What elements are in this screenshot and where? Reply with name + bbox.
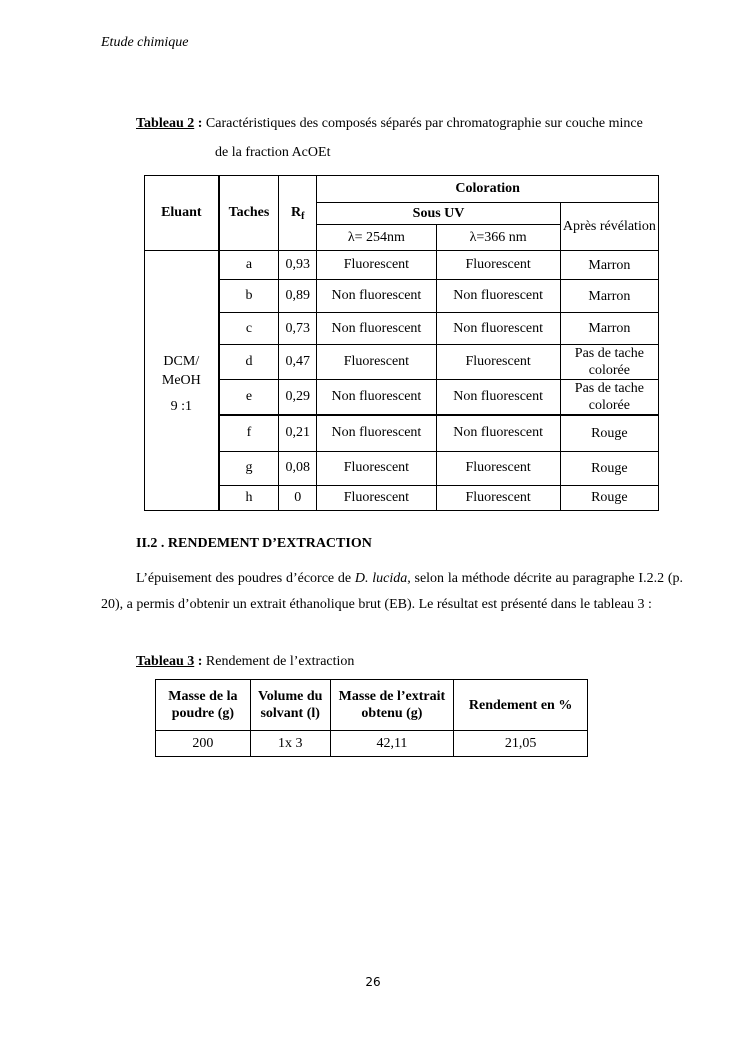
cell-uv254: Fluorescent <box>317 345 436 380</box>
header-uv254: λ= 254nm <box>317 225 436 251</box>
t3-cell-rendement: 21,05 <box>454 731 588 757</box>
table-row <box>145 251 659 280</box>
cell-tache: d <box>219 345 279 380</box>
cell-rf: 0,89 <box>279 280 317 313</box>
header-sous-uv: Sous UV <box>317 203 560 225</box>
cell-apres: Rouge <box>560 485 658 510</box>
header-uv366: λ=366 nm <box>436 225 560 251</box>
running-header: Etude chimique <box>101 35 189 50</box>
table-row <box>145 415 659 451</box>
cell-rf: 0,08 <box>279 451 317 485</box>
t3-header-masse-extrait: Masse de l’extrait obtenu (g) <box>330 680 454 731</box>
table-row <box>145 485 659 510</box>
cell-uv254: Fluorescent <box>317 251 436 280</box>
table-row <box>145 451 659 485</box>
t3-cell-masse-poudre: 200 <box>156 731 251 757</box>
cell-apres: Marron <box>560 313 658 345</box>
table-row <box>145 280 659 313</box>
eluant-cell <box>145 251 219 511</box>
cell-uv254: Non fluorescent <box>317 380 436 416</box>
t3-header-masse-poudre: Masse de la poudre (g) <box>156 680 251 731</box>
header-taches: Taches <box>219 176 279 251</box>
cell-rf: 0,93 <box>279 251 317 280</box>
table3-caption-label: Tableau 3 <box>136 654 195 669</box>
cell-uv366: Fluorescent <box>436 345 560 380</box>
cell-tache: a <box>219 251 279 280</box>
cell-uv366: Non fluorescent <box>436 280 560 313</box>
table3-caption <box>136 654 354 670</box>
cell-apres: Pas de tache colorée <box>560 380 658 416</box>
cell-uv254: Fluorescent <box>317 451 436 485</box>
t3-header-rendement: Rendement en % <box>454 680 588 731</box>
cell-apres: Pas de tache colorée <box>560 345 658 380</box>
table-row <box>145 313 659 345</box>
cell-rf: 0,21 <box>279 415 317 451</box>
cell-uv366: Non fluorescent <box>436 380 560 416</box>
cell-rf: 0,29 <box>279 380 317 416</box>
cell-tache: b <box>219 280 279 313</box>
cell-uv366: Non fluorescent <box>436 415 560 451</box>
cell-rf: 0 <box>279 485 317 510</box>
cell-uv366: Fluorescent <box>436 485 560 510</box>
table-row <box>145 380 659 416</box>
header-rf-text: R <box>291 204 302 220</box>
cell-tache: h <box>219 485 279 510</box>
cell-uv366: Non fluorescent <box>436 313 560 345</box>
cell-tache: f <box>219 415 279 451</box>
cell-tache: e <box>219 380 279 416</box>
cell-uv254: Non fluorescent <box>317 415 436 451</box>
header-eluant: Eluant <box>145 176 219 251</box>
cell-apres: Rouge <box>560 415 658 451</box>
table3-caption-text: Rendement de l’extraction <box>202 654 355 669</box>
cell-uv366: Fluorescent <box>436 451 560 485</box>
para-after: , selon la méthode décrite au paragraphe I.2.2 (p. 20), a permis d’obtenir un extrait éthanolique brut (EB). Le résultat est présenté dans le tableau 3 : <box>101 571 683 612</box>
para-before: L’épuisement des poudres d’écorce de <box>136 571 355 586</box>
cell-tache: c <box>219 313 279 345</box>
table-row <box>145 345 659 380</box>
eluant-line: MeOH <box>161 373 201 389</box>
cell-uv254: Non fluorescent <box>317 280 436 313</box>
header-rf <box>279 176 317 251</box>
para-species: D. lucida <box>354 571 408 586</box>
t3-header-volume-solvant: Volume du solvant (l) <box>250 680 330 731</box>
section-paragraph <box>101 566 683 618</box>
cell-rf: 0,47 <box>279 345 317 380</box>
eluant-line: DCM/ <box>163 354 200 370</box>
cell-uv366: Fluorescent <box>436 251 560 280</box>
table3-caption-sep: : <box>194 654 203 669</box>
cell-uv254: Non fluorescent <box>317 313 436 345</box>
table2-caption-sep: : <box>194 116 203 131</box>
page-number: 26 <box>365 975 381 989</box>
header-rf-sub: f <box>301 210 305 222</box>
cell-apres: Marron <box>560 280 658 313</box>
t3-cell-masse-extrait: 42,11 <box>330 731 454 757</box>
table2-caption-label: Tableau 2 <box>136 116 195 131</box>
table2 <box>144 175 659 511</box>
t3-cell-volume-solvant: 1x 3 <box>250 731 330 757</box>
eluant-line: 9 :1 <box>170 399 193 415</box>
cell-uv254: Fluorescent <box>317 485 436 510</box>
cell-apres: Marron <box>560 251 658 280</box>
cell-rf: 0,73 <box>279 313 317 345</box>
table2-caption-line2: de la fraction AcOEt <box>215 145 331 160</box>
table2-caption <box>136 116 643 132</box>
table3 <box>155 679 588 757</box>
table2-caption-text: Caractéristiques des composés séparés par chromatographie sur couche mince <box>202 116 643 131</box>
cell-apres: Rouge <box>560 451 658 485</box>
header-apres-revelation: Après révélation <box>560 203 658 251</box>
header-coloration: Coloration <box>317 176 659 203</box>
section-title: II.2 . RENDEMENT D’EXTRACTION <box>136 536 372 551</box>
cell-tache: g <box>219 451 279 485</box>
